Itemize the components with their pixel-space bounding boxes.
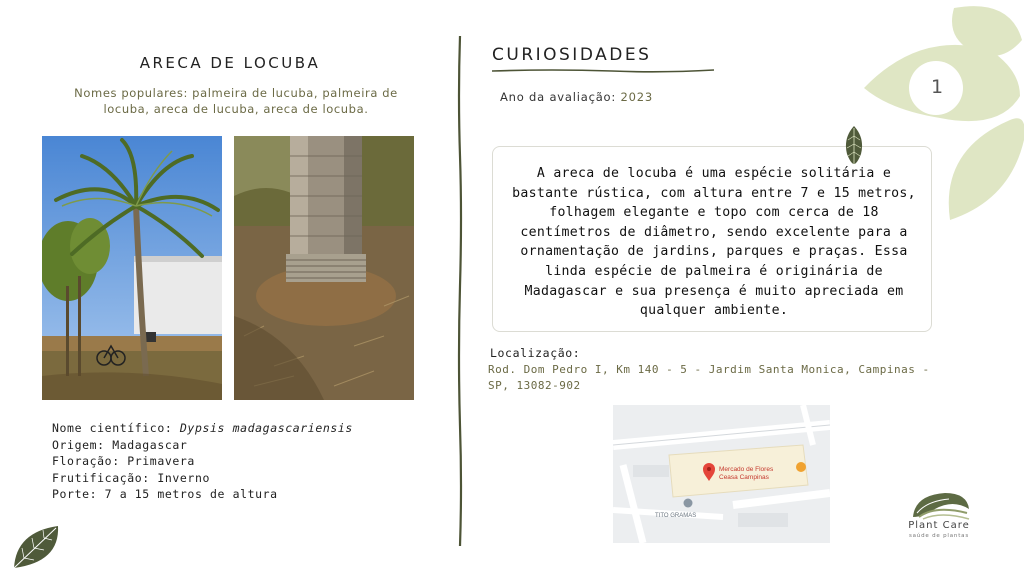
vertical-divider [457,36,463,546]
page-number: 1 [930,76,944,98]
fact-fruiting: Frutificação: Inverno [52,470,210,485]
map-poi-icon[interactable] [684,499,693,508]
curiosities-title: CURIOSIDADES [492,45,652,65]
map-pin-label-2: Ceasa Campinas [719,474,769,481]
fact-origin: Origem: Madagascar [52,437,188,452]
palm-tree-photo [42,136,222,400]
location-map[interactable] [613,405,830,543]
location-address: Rod. Dom Pedro I, Km 140 - 5 - Jardim Santa Monica, Campinas - SP, 13082-902 [488,363,930,392]
evaluation-year [500,90,653,104]
evaluation-year-label: Ano da avaliação: [500,90,621,104]
curiosities-text: A areca de locuba é uma espécie solitária e bastante rústica, com altura entre 7 e 15 metros, folhagem elegante e topo com cerca de 18 centímetros de diâmetro, sendo excelente para a ornamentação de jardins, parques e praças. Essa linda espécie de palmeira é originária de Madagascar e sua presença é muito apreciada em qualquer ambiente. [512,166,916,319]
palm-trunk-photo [234,136,414,400]
decorative-leaves-top-right [860,0,1024,230]
fact-scientific-label: Nome científico: [52,421,180,435]
decorative-leaf-bottom-left [10,522,62,572]
brand-name: Plant Care [908,520,970,531]
page-title: ARECA DE LOCUBA [139,54,321,72]
map-pin-label-1: Mercado de Flores [719,466,774,473]
brand-tagline: saúde de plantas [908,533,970,539]
popular-names: Nomes populares: palmeira de lucuba, palmeira de locuba, areca de lucuba, areca de locuba. [74,86,398,116]
fact-scientific-name [52,420,353,437]
map-food-icon[interactable] [796,462,806,472]
plant-facts [52,420,353,503]
location-label: Localização: [490,346,581,360]
fact-flowering: Floração: Primavera [52,454,195,468]
curiosities-underline [492,68,714,74]
map-poi-label: TITO GRAMAS [655,513,697,519]
fact-scientific-value: Dypsis madagascariensis [179,421,353,435]
evaluation-year-value: 2023 [620,90,653,104]
fact-size: Porte: 7 a 15 metros de altura [52,487,278,501]
leaf-icon [843,124,865,166]
